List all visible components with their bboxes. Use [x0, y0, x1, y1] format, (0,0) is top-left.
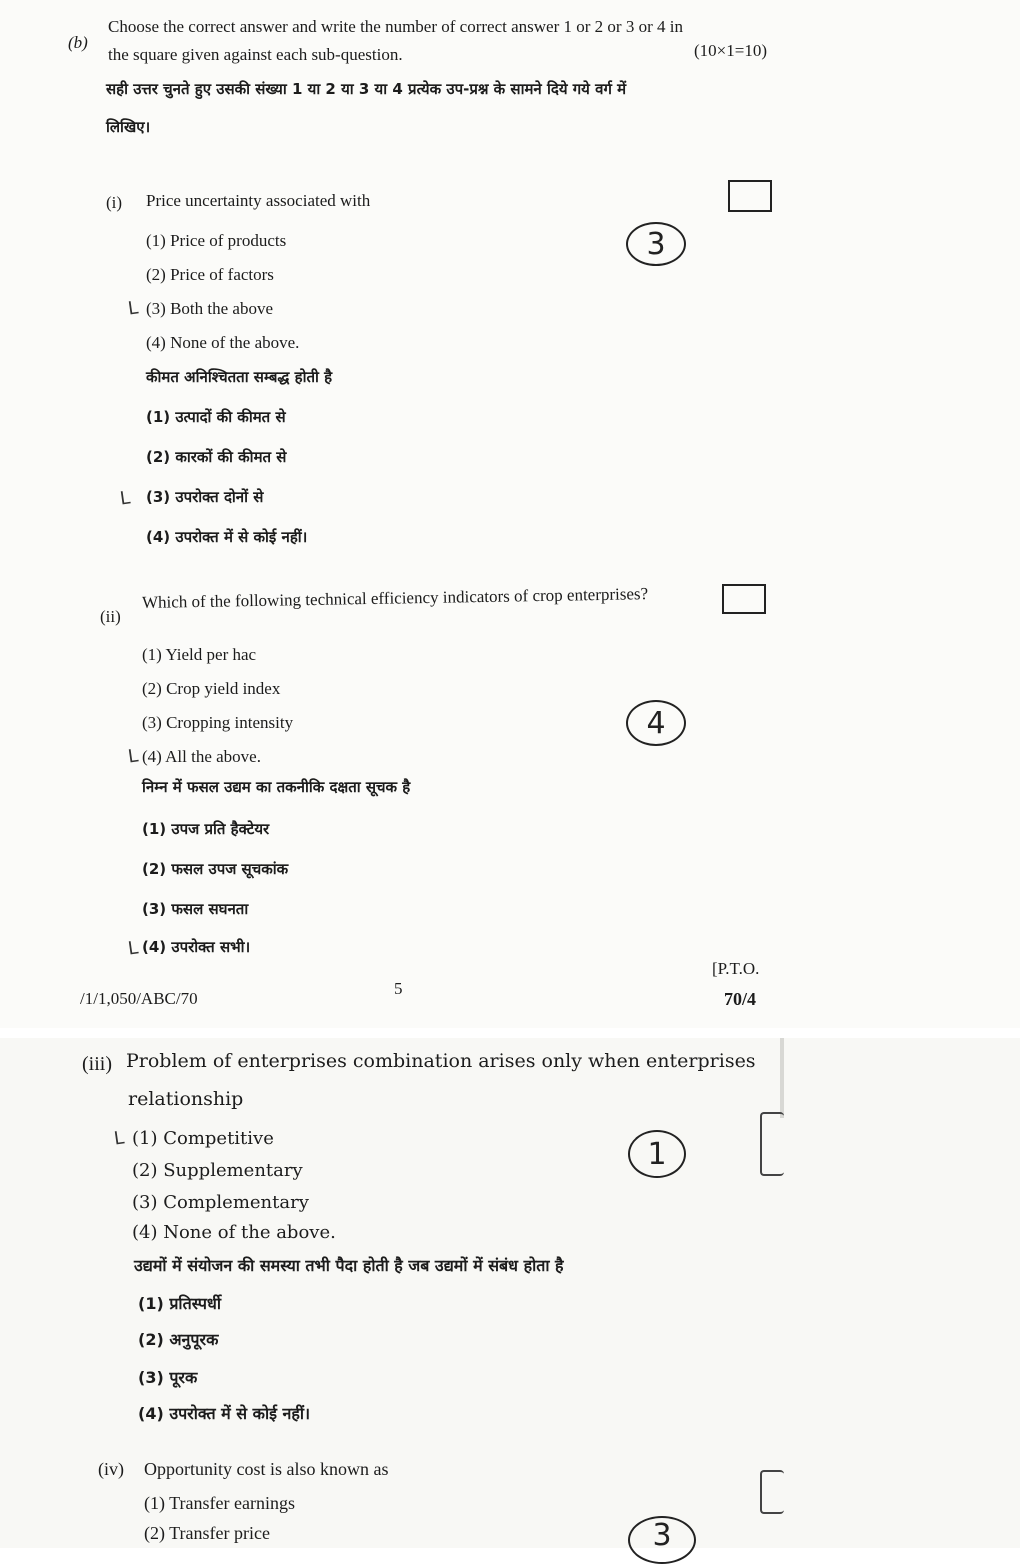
- pto-label: [P.T.O.: [712, 959, 760, 978]
- q2-option-en-3: (3) Cropping intensity: [142, 713, 294, 732]
- q1-number: (i): [106, 193, 123, 212]
- q2-option-hi-3: (3) फसल सघनता: [142, 900, 249, 918]
- q1-circled-answer: 3: [626, 222, 686, 266]
- q3-option-hi-3: (3) पूरक: [138, 1368, 198, 1387]
- q2-hi-tick-mark: L: [126, 937, 140, 960]
- q3-option-hi-1: (1) प्रतिस्पर्धी: [138, 1294, 221, 1313]
- q4-number: (iv): [98, 1459, 124, 1479]
- q1-answer-box[interactable]: [728, 180, 772, 212]
- q2-tick-mark: L: [126, 745, 140, 768]
- q2-option-en-4: (4) All the above.: [142, 747, 261, 766]
- q1-tick-mark: L: [126, 297, 140, 320]
- q1-option-hi-3: (3) उपरोक्त दोनों से: [146, 488, 264, 506]
- q3-text-hi: उद्यमों में संयोजन की समस्या तभी पैदा होती है जब उद्यमों में संबंध होता है: [134, 1256, 564, 1275]
- q1-option-hi-2: (2) कारकों की कीमत से: [146, 448, 287, 466]
- q2-text-hi: निम्न में फसल उद्यम का तकनीकि दक्षता सूचक है: [142, 778, 411, 796]
- instruction-en-line2: the square given against each sub-question.: [108, 45, 403, 64]
- page-number: 5: [394, 979, 403, 998]
- q1-option-en-4: (4) None of the above.: [146, 333, 300, 352]
- q3-option-en-3: (3) Complementary: [132, 1192, 309, 1213]
- q3-option-en-1: (1) Competitive: [132, 1128, 274, 1149]
- instruction-hi-line2: लिखिए।: [106, 118, 151, 136]
- q2-option-en-2: (2) Crop yield index: [142, 679, 281, 698]
- paper-code: 70/4: [724, 989, 757, 1009]
- q1-text-hi: कीमत अनिश्चितता सम्बद्ध होती है: [146, 368, 333, 386]
- page-fold-shadow: [780, 1038, 784, 1118]
- q1-option-en-1: (1) Price of products: [146, 231, 287, 250]
- q3-text-en-line2: relationship: [128, 1088, 244, 1110]
- q2-option-hi-1: (1) उपज प्रति हैक्टेयर: [142, 820, 270, 838]
- exam-code: /1/1,050/ABC/70: [80, 989, 198, 1008]
- q3-text-en-line1: Problem of enterprises combination arises only when enterprises: [126, 1050, 756, 1072]
- q2-text-en: Which of the following technical efficiency indicators of crop enterprises?: [141, 584, 649, 612]
- q2-option-hi-2: (2) फसल उपज सूचकांक: [142, 860, 289, 878]
- q1-option-hi-4: (4) उपरोक्त में से कोई नहीं।: [146, 528, 308, 546]
- q4-answer-box-partial[interactable]: [760, 1470, 784, 1514]
- instruction-en-line1: Choose the correct answer and write the number of correct answer 1 or 2 or 3 or 4 in: [108, 17, 683, 36]
- q4-option-en-1: (1) Transfer earnings: [144, 1493, 295, 1513]
- q2-option-en-1: (1) Yield per hac: [142, 645, 257, 664]
- q3-option-hi-2: (2) अनुपूरक: [138, 1330, 219, 1349]
- page-gap: [0, 1028, 1020, 1038]
- part-label: (b): [68, 33, 88, 52]
- marks-label: (10×1=10): [694, 41, 767, 60]
- q3-answer-box-partial[interactable]: [760, 1112, 784, 1176]
- q3-option-en-2: (2) Supplementary: [132, 1160, 303, 1181]
- q1-option-hi-1: (1) उत्पादों की कीमत से: [146, 408, 286, 426]
- q4-option-en-2: (2) Transfer price: [144, 1523, 270, 1543]
- q1-option-en-3: (3) Both the above: [146, 299, 273, 318]
- q1-text-en: Price uncertainty associated with: [146, 191, 371, 210]
- q3-tick-mark: L: [112, 1127, 126, 1150]
- q3-number: (iii): [82, 1053, 112, 1075]
- q2-answer-box[interactable]: [722, 584, 766, 614]
- q3-option-hi-4: (4) उपरोक्त में से कोई नहीं।: [138, 1404, 311, 1423]
- q2-circled-answer: 4: [626, 700, 686, 746]
- q1-hi-tick-mark: L: [118, 487, 132, 510]
- q3-option-en-4: (4) None of the above.: [132, 1222, 336, 1243]
- q2-option-hi-4: (4) उपरोक्त सभी।: [142, 938, 251, 956]
- q4-circled-answer: 3: [628, 1516, 696, 1564]
- q4-text-en: Opportunity cost is also known as: [144, 1459, 389, 1479]
- q1-option-en-2: (2) Price of factors: [146, 265, 274, 284]
- q3-circled-answer: 1: [628, 1130, 686, 1178]
- q2-number: (ii): [100, 607, 121, 626]
- instruction-hi-line1: सही उत्तर चुनते हुए उसकी संख्या 1 या 2 या 3 या 4 प्रत्येक उप-प्रश्न के सामने दिये गये वर्ग में: [106, 80, 627, 98]
